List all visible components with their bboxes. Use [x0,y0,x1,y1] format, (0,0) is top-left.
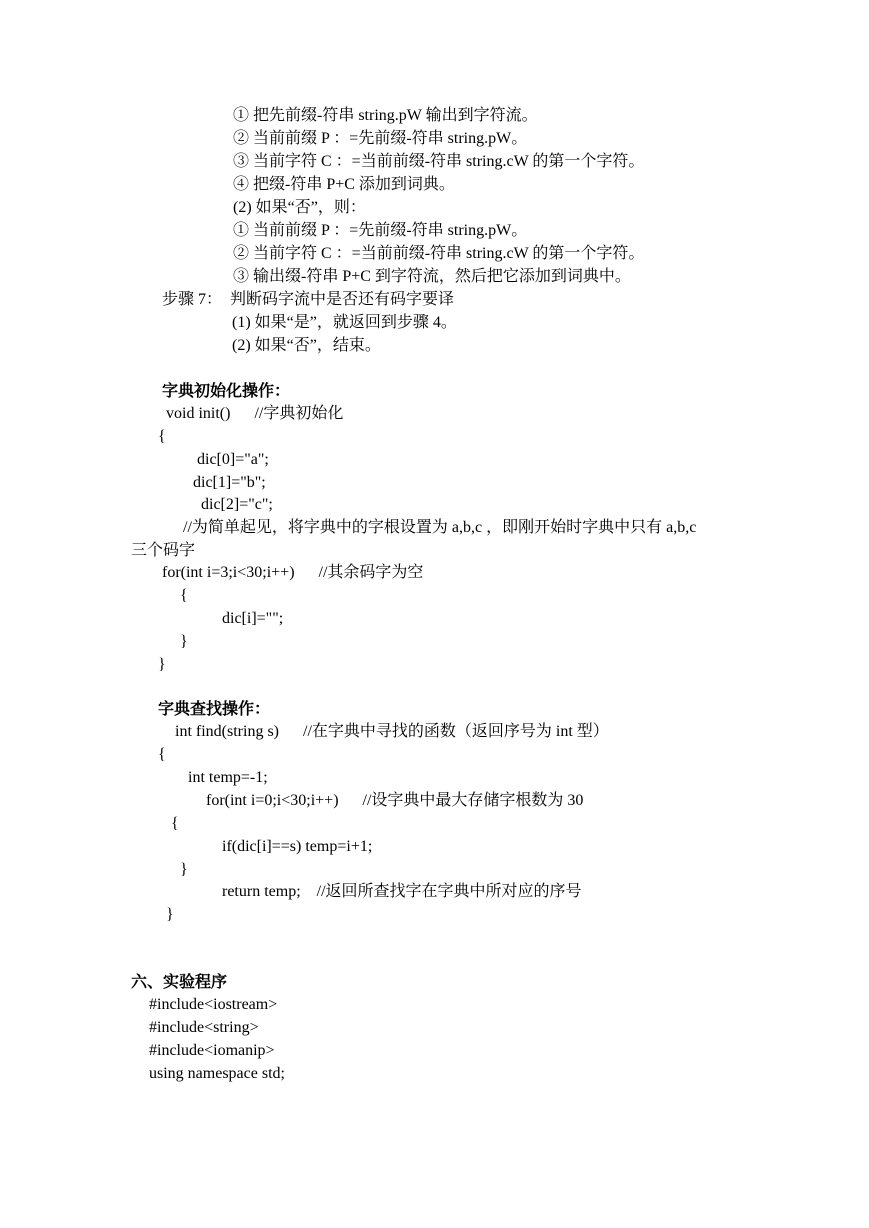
text-line: ② 当前字符 C ：=当前前缀-符串 string.cW 的第一个字符。 [233,245,645,262]
code-line: dic[i]=""; [222,610,284,627]
code-line: using namespace std; [149,1065,285,1082]
text-line: (2) 如果“否”，结束。 [232,337,381,354]
code-line: dic[0]="a"; [197,451,269,468]
text-line: ① 当前前缀 P ：=先前缀-符串 string.pW。 [233,222,528,239]
code-line: for(int i=0;i<30;i++) //设字典中最大存储字根数为 30 [206,792,584,809]
code-comment: //为简单起见，将字典中的字根设置为 a,b,c ，即刚开始时字典中只有 a,b,c [183,519,697,536]
text-line: ③ 当前字符 C ：=当前前缀-符串 string.cW 的第一个字符。 [233,153,645,170]
code-line: int temp=-1; [188,769,268,786]
code-line: for(int i=3;i<30;i++) //其余码字为空 [162,564,424,581]
code-line: return temp; //返回所查找字在字典中所对应的序号 [222,883,582,900]
code-line: #include<iomanip> [149,1042,275,1059]
text-line: ① 把先前缀-符串 string.pW 输出到字符流。 [233,107,538,124]
code-line: } [158,656,166,673]
text-line: (1) 如果“是”，就返回到步骤 4。 [232,314,457,331]
step-heading: 步骤 7： 判断码字流中是否还有码字要译 [162,291,455,308]
code-line: { [171,815,179,832]
code-line: { [180,587,188,604]
text-line: (2) 如果“否”，则： [233,199,366,216]
text-line: ② 当前前缀 P ：=先前缀-符串 string.pW。 [233,130,528,147]
code-line: } [180,633,188,650]
code-comment: 三个码字 [131,542,196,559]
chapter-heading: 六、实验程序 [131,974,228,991]
code-line: #include<string> [149,1019,259,1036]
code-line: void init() //字典初始化 [166,405,344,422]
section-heading: 字典初始化操作： [162,383,291,400]
code-line: int find(string s) //在字典中寻找的函数（返回序号为 int 型） [175,723,609,740]
code-line: { [158,746,166,763]
code-line: } [166,906,174,923]
section-heading: 字典查找操作： [158,701,271,718]
code-line: } [180,861,188,878]
code-line: dic[2]="c"; [201,496,273,513]
text-line: ④ 把缀-符串 P+C 添加到词典。 [233,176,455,193]
code-line: #include<iostream> [149,996,278,1013]
code-line: if(dic[i]==s) temp=i+1; [222,838,373,855]
code-line: dic[1]="b"; [193,474,266,491]
code-line: { [158,428,166,445]
text-line: ③ 输出缀-符串 P+C 到字符流，然后把它添加到词典中。 [233,268,631,285]
